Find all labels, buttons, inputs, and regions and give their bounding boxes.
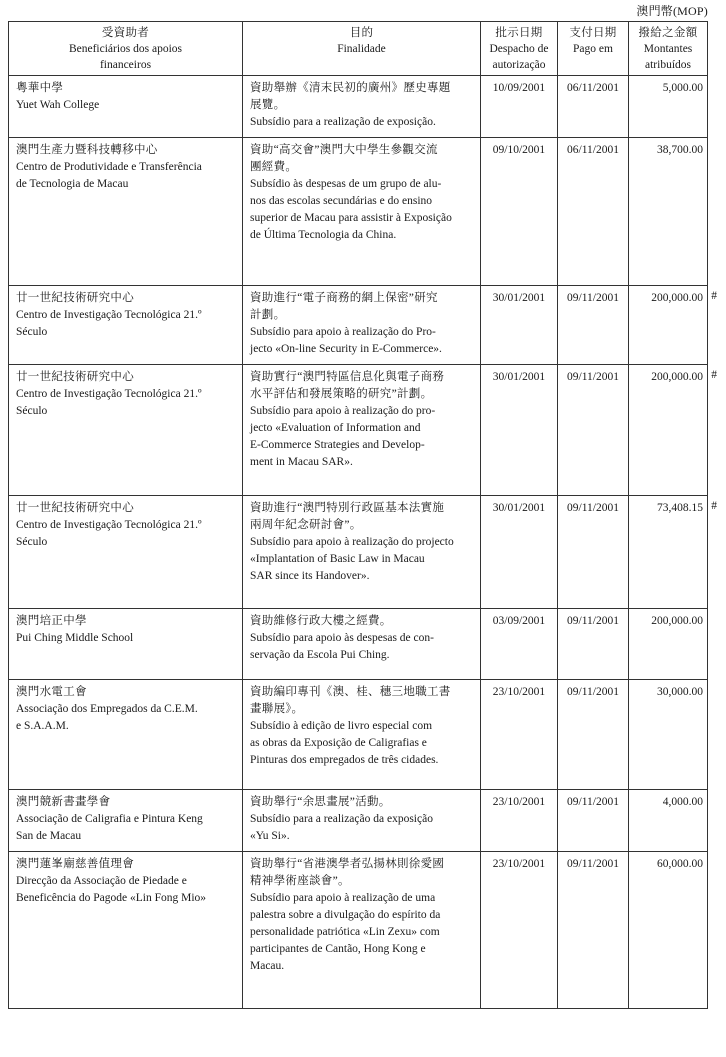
payment-date-cell: 09/11/2001 xyxy=(558,365,629,496)
header-purpose-zh: 目的 xyxy=(349,27,374,39)
purpose-cell-line: 資助實行“澳門特區信息化與電子商務 xyxy=(250,371,445,383)
beneficiary-cell xyxy=(9,496,243,609)
beneficiary-cell xyxy=(9,790,243,852)
purpose-cell-line: Subsídio para apoio às despesas de con- xyxy=(250,632,434,644)
amount-cell: 200,000.00 xyxy=(629,609,708,680)
header-payment-date xyxy=(558,22,629,76)
purpose-cell-line: Pinturas dos empregados de três cidades. xyxy=(250,754,439,766)
purpose-cell-line: 畫聯展》。 xyxy=(250,703,304,715)
table-row xyxy=(9,790,708,852)
purpose-cell xyxy=(243,138,481,286)
purpose-cell-line: Subsídio para apoio à realização de uma xyxy=(250,892,436,904)
table-row xyxy=(9,138,708,286)
approval-date-cell: 03/09/2001 xyxy=(481,609,558,680)
purpose-cell xyxy=(243,496,481,609)
header-row xyxy=(9,22,708,76)
header-amount-zh: 撥給之金額 xyxy=(638,27,698,39)
amount-cell: 4,000.00 xyxy=(629,790,708,852)
purpose-cell-line: superior de Macau para assistir à Exposição xyxy=(250,212,452,224)
purpose-cell-line: as obras da Exposição de Caligrafias e xyxy=(250,737,427,749)
table-row xyxy=(9,76,708,138)
beneficiary-cell-line: 澳門培正中學 xyxy=(16,615,87,627)
beneficiary-cell-line: 澳門生產力暨科技轉移中心 xyxy=(16,144,158,156)
table-row xyxy=(9,609,708,680)
purpose-cell-line: ment in Macau SAR». xyxy=(250,456,353,468)
currency-label: 澳門幣(MOP) xyxy=(636,4,708,18)
purpose-cell-line: «Yu Si». xyxy=(250,830,290,842)
amount-cell: 38,700.00 xyxy=(629,138,708,286)
beneficiary-cell-line: Associação dos Empregados da C.E.M. xyxy=(16,703,198,715)
subsidy-table xyxy=(8,21,708,1009)
beneficiary-cell-line: 澳門蓮峯廟慈善值理會 xyxy=(16,858,134,870)
beneficiary-cell xyxy=(9,852,243,1009)
beneficiary-cell-line: 廿一世紀技術研究中心 xyxy=(16,502,134,514)
beneficiary-cell xyxy=(9,286,243,365)
header-beneficiary-zh: 受資助者 xyxy=(101,27,150,39)
header-amount xyxy=(629,22,708,76)
header-amount-pt-2: atribuídos xyxy=(645,59,691,71)
table-row xyxy=(9,286,708,365)
purpose-cell-line: E-Commerce Strategies and Develop- xyxy=(250,439,425,451)
purpose-cell-line: SAR since its Handover». xyxy=(250,570,370,582)
payment-date-cell: 09/11/2001 xyxy=(558,852,629,1009)
approval-date-cell: 09/10/2001 xyxy=(481,138,558,286)
amount-cell: 30,000.00 xyxy=(629,680,708,790)
beneficiary-cell-line: Século xyxy=(16,326,48,338)
purpose-cell-line: Subsídio para apoio à realização do Pro- xyxy=(250,326,436,338)
header-approval-date xyxy=(481,22,558,76)
purpose-cell-line: servação da Escola Pui Ching. xyxy=(250,649,390,661)
purpose-cell-line: jecto «Evaluation of Information and xyxy=(250,422,421,434)
payment-date-cell: 09/11/2001 xyxy=(558,286,629,365)
purpose-cell xyxy=(243,852,481,1009)
footnote-mark: # xyxy=(711,368,717,381)
payment-date-cell: 06/11/2001 xyxy=(558,76,629,138)
beneficiary-cell-line: Centro de Investigação Tecnológica 21.º xyxy=(16,309,202,321)
purpose-cell-line: de Última Tecnologia da China. xyxy=(250,229,397,241)
footnote-mark: # xyxy=(711,499,717,512)
payment-date-cell: 09/11/2001 xyxy=(558,790,629,852)
purpose-cell-line: Subsídio para a realização de exposição. xyxy=(250,116,436,128)
header-purpose xyxy=(243,22,481,76)
beneficiary-cell-line: Centro de Investigação Tecnológica 21.º xyxy=(16,388,202,400)
purpose-cell-line: nos das escolas secundárias e do ensino xyxy=(250,195,433,207)
purpose-cell-line: 資助舉行“省港澳學者弘揚林則徐愛國 xyxy=(250,858,445,870)
header-amount-pt-1: Montantes xyxy=(643,43,693,55)
purpose-cell-line: palestra sobre a divulgação do espírito da xyxy=(250,909,441,921)
purpose-cell-line: 資助進行“澳門特別行政區基本法實施 xyxy=(250,502,445,514)
purpose-cell-line: Macau. xyxy=(250,960,285,972)
table-row xyxy=(9,852,708,1009)
payment-date-cell: 06/11/2001 xyxy=(558,138,629,286)
payment-date-cell: 09/11/2001 xyxy=(558,680,629,790)
beneficiary-cell xyxy=(9,76,243,138)
beneficiary-cell-line: de Tecnologia de Macau xyxy=(16,178,129,190)
purpose-cell-line: 計劃。 xyxy=(250,309,286,321)
approval-date-cell: 23/10/2001 xyxy=(481,680,558,790)
purpose-cell-line: Subsídio à edição de livro especial com xyxy=(250,720,433,732)
purpose-cell-line: Subsídio para a realização da exposição xyxy=(250,813,433,825)
approval-date-cell: 30/01/2001 xyxy=(481,365,558,496)
header-purpose-pt: Finalidade xyxy=(337,43,386,55)
purpose-cell xyxy=(243,365,481,496)
header-beneficiary-pt-1: Beneficiários dos apoios xyxy=(68,43,183,55)
beneficiary-cell xyxy=(9,609,243,680)
purpose-cell-line: Subsídio para apoio à realização do projecto xyxy=(250,536,454,548)
table-row xyxy=(9,680,708,790)
purpose-cell-line: Subsídio às despesas de um grupo de alu- xyxy=(250,178,442,190)
approval-date-cell: 30/01/2001 xyxy=(481,286,558,365)
purpose-cell xyxy=(243,76,481,138)
beneficiary-cell xyxy=(9,680,243,790)
approval-date-cell: 23/10/2001 xyxy=(481,790,558,852)
header-beneficiary-pt-2: financeiros xyxy=(99,59,152,71)
purpose-cell-line: personalidade patriótica «Lin Zexu» com xyxy=(250,926,440,938)
purpose-cell xyxy=(243,790,481,852)
header-beneficiary xyxy=(9,22,243,76)
purpose-cell-line: 資助進行“電子商務的網上保密”研究 xyxy=(250,292,438,304)
purpose-cell-line: 兩周年紀念研討會”。 xyxy=(250,519,362,531)
beneficiary-cell-line: 廿一世紀技術研究中心 xyxy=(16,292,134,304)
purpose-cell-line: 水平評估和發展策略的研究”計劃。 xyxy=(250,388,433,400)
purpose-cell-line: 資助舉行“余思畫展”活動。 xyxy=(250,796,391,808)
header-payment-zh: 支付日期 xyxy=(569,27,617,39)
beneficiary-cell-line: 澳門競新書畫學會 xyxy=(16,796,111,808)
amount-cell: 200,000.00 xyxy=(629,365,708,496)
table-row xyxy=(9,496,708,609)
approval-date-cell: 30/01/2001 xyxy=(481,496,558,609)
purpose-cell-line: 展覽。 xyxy=(250,99,286,111)
purpose-cell xyxy=(243,609,481,680)
purpose-cell-line: 團經費。 xyxy=(250,161,298,173)
purpose-cell-line: 資助“高交會”澳門大中學生參觀交流 xyxy=(250,144,438,156)
header-approval-pt-1: Despacho de xyxy=(489,43,549,55)
beneficiary-cell-line: e S.A.A.M. xyxy=(16,720,69,732)
header-approval-zh: 批示日期 xyxy=(495,27,543,39)
purpose-cell xyxy=(243,286,481,365)
beneficiary-cell-line: Yuet Wah College xyxy=(16,99,100,111)
payment-date-cell: 09/11/2001 xyxy=(558,609,629,680)
beneficiary-cell-line: Centro de Investigação Tecnológica 21.º xyxy=(16,519,202,531)
header-approval-pt-2: autorização xyxy=(492,59,546,71)
purpose-cell xyxy=(243,680,481,790)
purpose-cell-line: 資助編印專刊《澳、桂、穗三地職工書 xyxy=(250,686,451,698)
purpose-cell-line: jecto «On-line Security in E-Commerce». xyxy=(250,343,442,355)
amount-cell: 73,408.15 xyxy=(629,496,708,609)
beneficiary-cell-line: 粵華中學 xyxy=(16,82,64,94)
beneficiary-cell-line: Pui Ching Middle School xyxy=(16,632,134,644)
purpose-cell-line: Subsídio para apoio à realização do pro- xyxy=(250,405,436,417)
purpose-cell-line: «Implantation of Basic Law in Macau xyxy=(250,553,425,565)
beneficiary-cell xyxy=(9,365,243,496)
beneficiary-cell-line: Associação de Caligrafia e Pintura Keng xyxy=(16,813,203,825)
beneficiary-cell-line: 廿一世紀技術研究中心 xyxy=(16,371,134,383)
beneficiary-cell-line: Século xyxy=(16,536,48,548)
beneficiary-cell xyxy=(9,138,243,286)
purpose-cell-line: 精神學術座談會”。 xyxy=(250,875,350,887)
purpose-cell-line: 資助舉辦《清末民初的廣州》歷史專題 xyxy=(250,82,451,94)
header-payment-pt: Pago em xyxy=(573,43,613,55)
beneficiary-cell-line: Centro de Produtividade e Transferência xyxy=(16,161,202,173)
beneficiary-cell-line: Século xyxy=(16,405,48,417)
approval-date-cell: 23/10/2001 xyxy=(481,852,558,1009)
beneficiary-cell-line: 澳門水電工會 xyxy=(16,686,87,698)
payment-date-cell: 09/11/2001 xyxy=(558,496,629,609)
beneficiary-cell-line: Beneficência do Pagode «Lin Fong Mio» xyxy=(16,892,207,904)
amount-cell: 5,000.00 xyxy=(629,76,708,138)
approval-date-cell: 10/09/2001 xyxy=(481,76,558,138)
beneficiary-cell-line: San de Macau xyxy=(16,830,82,842)
amount-cell: 60,000.00 xyxy=(629,852,708,1009)
footnote-mark: # xyxy=(711,289,717,302)
table-row xyxy=(9,365,708,496)
purpose-cell-line: participantes de Cantão, Hong Kong e xyxy=(250,943,426,955)
beneficiary-cell-line: Direcção da Associação de Piedade e xyxy=(16,875,187,887)
amount-cell: 200,000.00 xyxy=(629,286,708,365)
purpose-cell-line: 資助維修行政大樓之經費。 xyxy=(250,615,392,627)
